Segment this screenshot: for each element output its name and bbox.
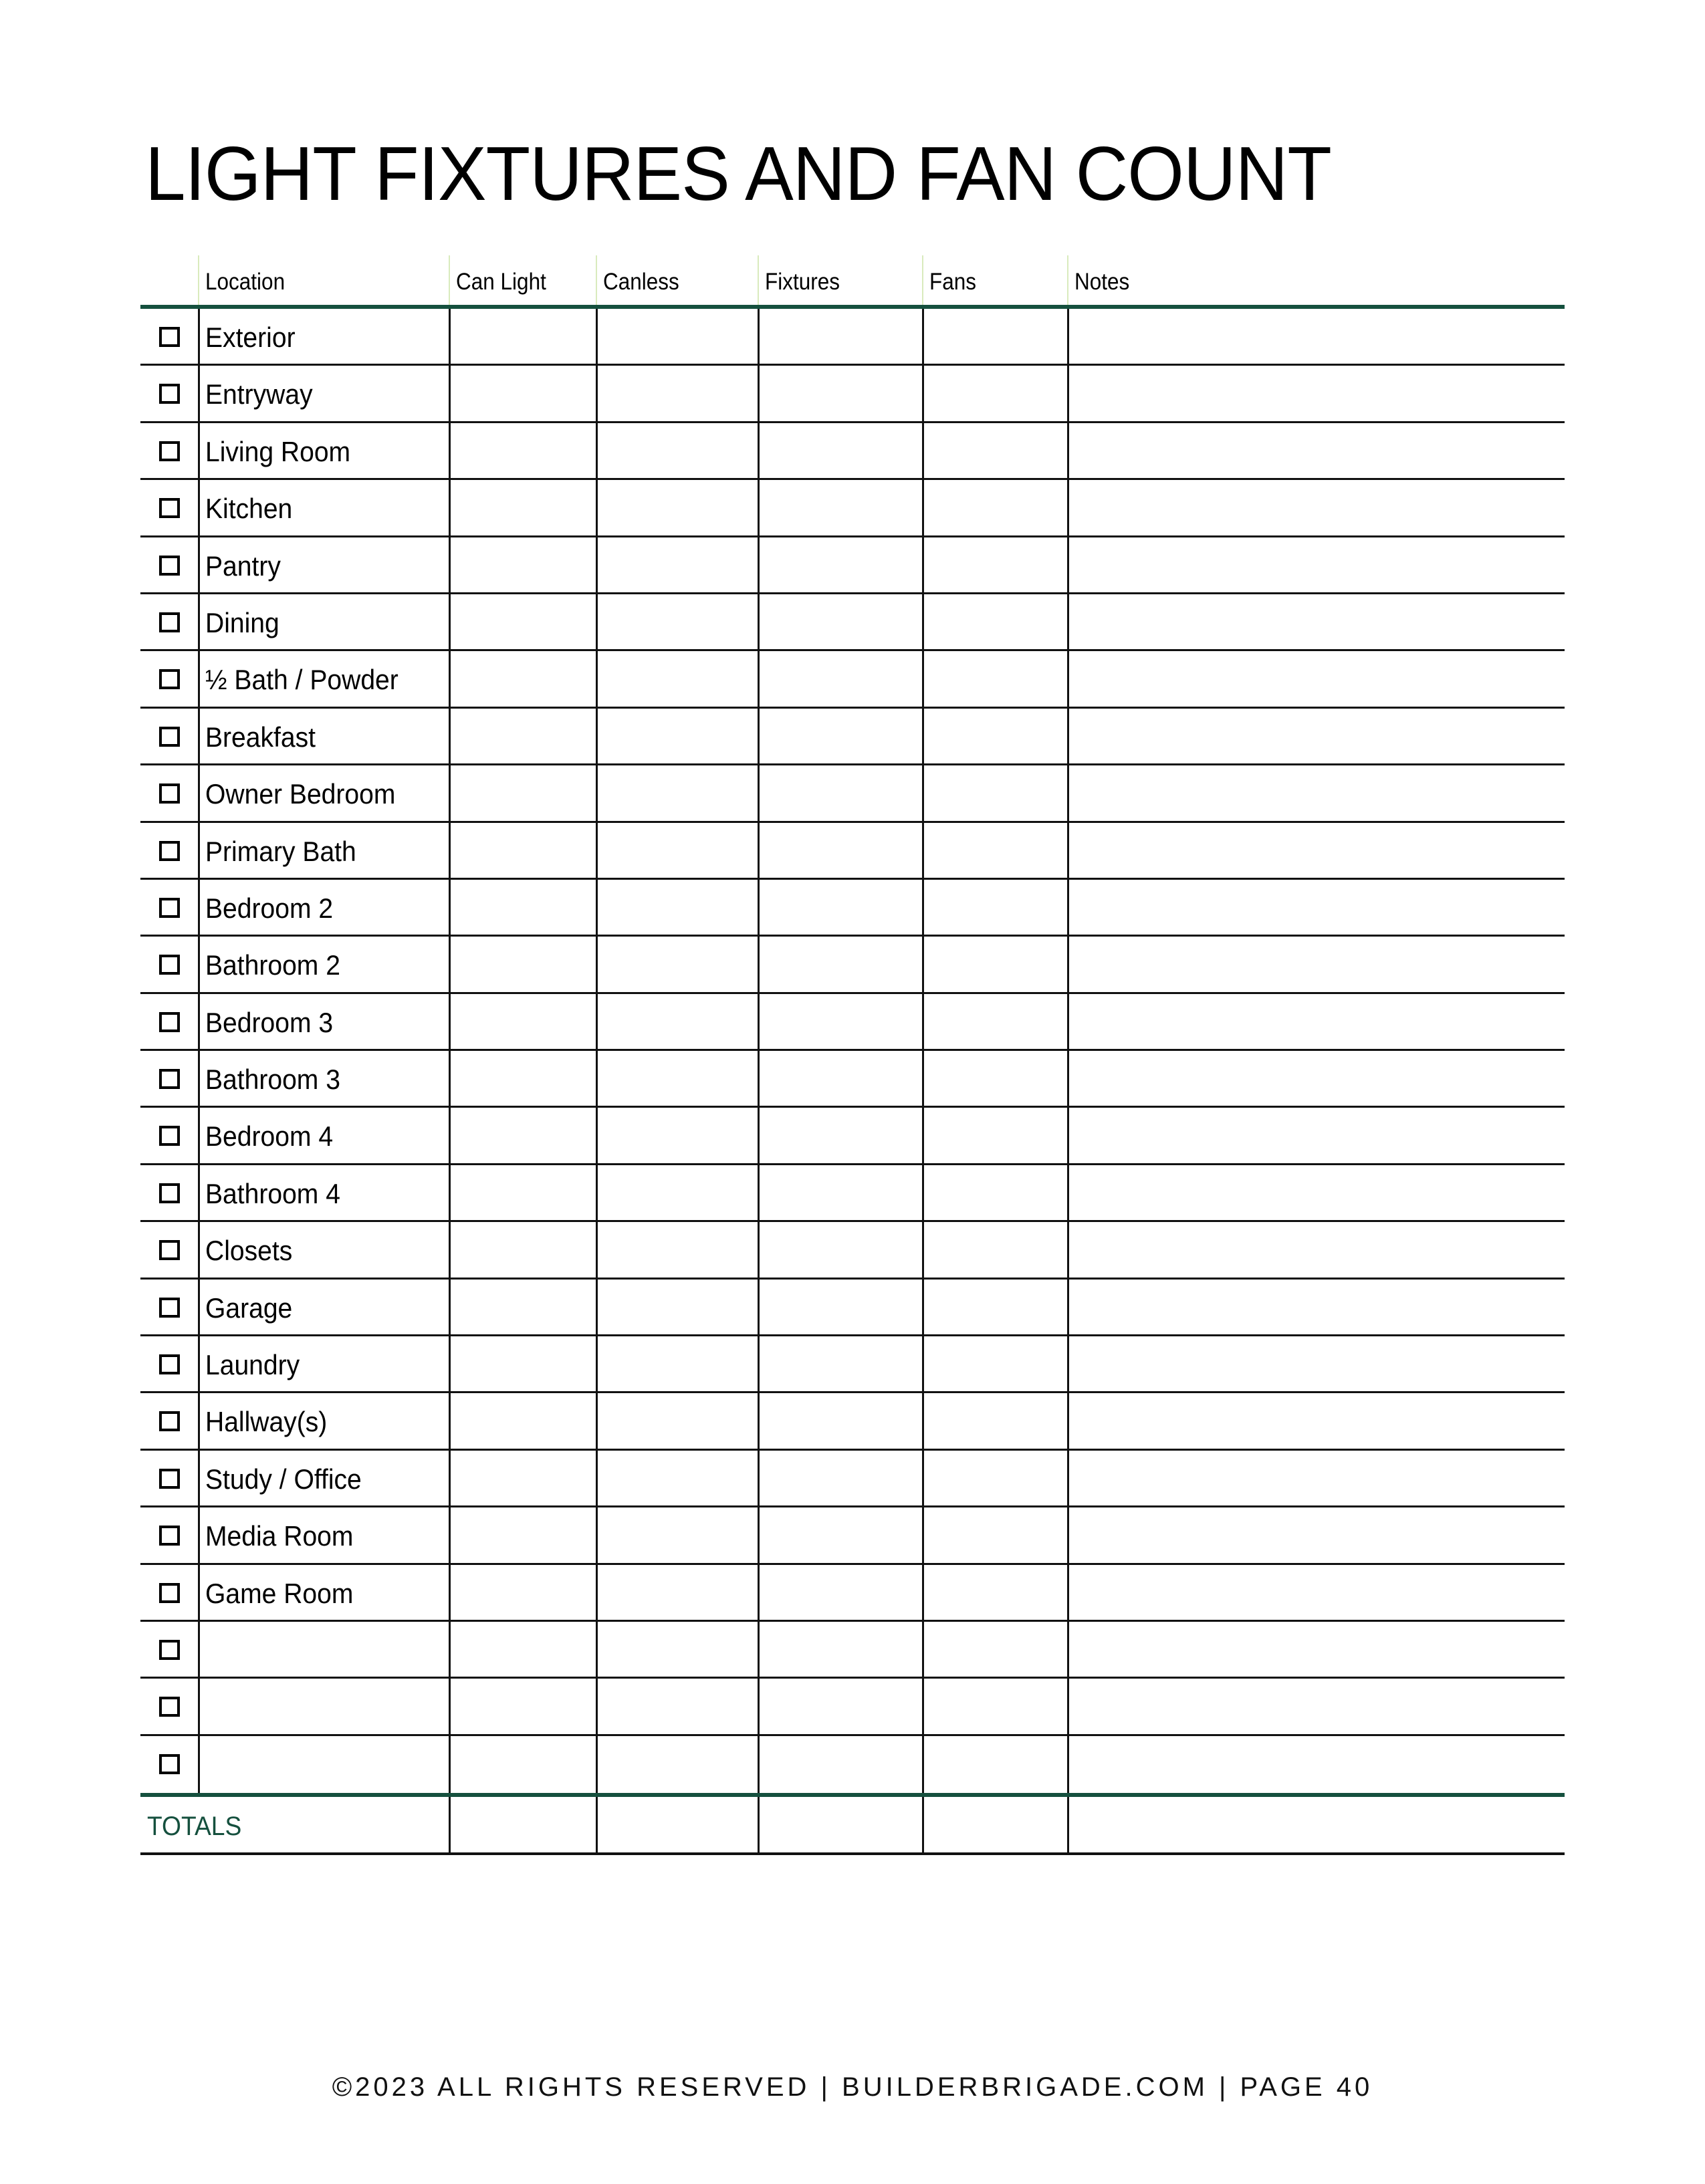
column-divider	[758, 1051, 760, 1108]
column-divider	[1067, 1565, 1069, 1622]
location-label: Laundry	[205, 1349, 300, 1381]
column-header-fixtures	[758, 255, 922, 305]
column-divider	[449, 1565, 451, 1622]
column-divider	[596, 880, 598, 937]
column-divider	[758, 709, 760, 765]
location-label: Dining	[205, 606, 279, 638]
location-label: Closets	[205, 1235, 293, 1267]
location-label: Pantry	[205, 550, 281, 582]
column-divider	[198, 594, 200, 651]
table-row	[140, 1336, 1565, 1393]
column-divider	[198, 423, 200, 480]
column-divider	[198, 709, 200, 765]
column-divider	[758, 1565, 760, 1622]
column-divider	[596, 309, 598, 366]
column-header-canless-label: Canless	[603, 269, 679, 295]
column-divider	[758, 651, 760, 708]
column-divider	[449, 880, 451, 937]
column-divider	[922, 1797, 924, 1855]
column-divider	[758, 994, 760, 1051]
column-divider	[922, 709, 924, 765]
column-divider	[1067, 651, 1069, 708]
column-header-location-label: Location	[205, 269, 286, 295]
column-divider	[449, 1507, 451, 1564]
column-divider	[198, 823, 200, 880]
column-divider	[758, 1679, 760, 1735]
column-divider	[198, 1393, 200, 1450]
table-body	[140, 309, 1565, 1793]
checkbox-icon[interactable]	[159, 1240, 180, 1260]
column-divider	[1067, 1679, 1069, 1735]
checkbox-icon[interactable]	[159, 727, 180, 747]
location-label: Garage	[205, 1292, 293, 1324]
totals-row	[140, 1797, 1565, 1855]
column-divider	[449, 309, 451, 366]
table-row	[140, 1393, 1565, 1450]
column-divider	[1067, 1507, 1069, 1564]
column-header-location	[198, 255, 449, 305]
column-divider	[1067, 1280, 1069, 1336]
column-divider	[922, 937, 924, 993]
column-divider	[449, 1051, 451, 1108]
column-divider	[758, 1507, 760, 1564]
table-row	[140, 594, 1565, 651]
column-divider	[758, 937, 760, 993]
column-divider	[198, 1051, 200, 1108]
column-divider	[596, 1507, 598, 1564]
column-divider	[449, 1336, 451, 1393]
table-row	[140, 1108, 1565, 1165]
column-divider	[596, 1451, 598, 1507]
column-divider	[1067, 1797, 1069, 1855]
column-divider	[449, 994, 451, 1051]
column-divider	[198, 1565, 200, 1622]
location-label: Living Room	[205, 435, 351, 467]
column-divider	[1067, 823, 1069, 880]
column-divider	[596, 823, 598, 880]
column-divider	[449, 823, 451, 880]
column-divider	[596, 1565, 598, 1622]
column-divider	[1067, 765, 1069, 822]
column-divider	[922, 1336, 924, 1393]
location-label: Breakfast	[205, 721, 316, 753]
checkbox-icon[interactable]	[159, 441, 180, 461]
column-divider	[449, 1679, 451, 1735]
location-label: Hallway(s)	[205, 1406, 328, 1438]
location-label: Bedroom 3	[205, 1006, 334, 1038]
column-divider	[922, 1222, 924, 1279]
column-divider	[596, 994, 598, 1051]
column-divider	[922, 1679, 924, 1735]
column-divider	[1067, 709, 1069, 765]
column-divider	[1067, 1108, 1069, 1165]
checkbox-icon[interactable]	[159, 669, 180, 689]
column-divider	[922, 480, 924, 537]
checkbox-icon[interactable]	[159, 327, 180, 347]
column-divider	[758, 1280, 760, 1336]
checkbox-icon[interactable]	[159, 1126, 180, 1146]
column-divider	[1067, 309, 1069, 366]
column-divider	[198, 1736, 200, 1793]
column-divider	[198, 366, 200, 422]
column-divider	[758, 765, 760, 822]
column-divider	[922, 1507, 924, 1564]
column-divider	[596, 1736, 598, 1793]
column-divider	[758, 1736, 760, 1793]
column-divider	[1067, 994, 1069, 1051]
table-row	[140, 709, 1565, 765]
checkbox-icon[interactable]	[159, 1183, 180, 1203]
column-divider	[922, 309, 924, 366]
column-divider	[922, 537, 924, 594]
location-label: Bathroom 4	[205, 1177, 340, 1209]
column-divider	[198, 1222, 200, 1279]
column-divider	[922, 423, 924, 480]
column-divider	[449, 937, 451, 993]
column-divider	[1067, 1165, 1069, 1222]
column-divider	[1067, 1393, 1069, 1450]
table-row	[140, 537, 1565, 594]
column-divider	[198, 1622, 200, 1679]
column-divider	[198, 1336, 200, 1393]
column-divider	[449, 1622, 451, 1679]
table-row	[140, 937, 1565, 993]
table-row	[140, 423, 1565, 480]
column-divider	[1067, 1051, 1069, 1108]
column-divider	[758, 1222, 760, 1279]
column-divider	[449, 1280, 451, 1336]
column-divider	[758, 594, 760, 651]
column-divider	[922, 1280, 924, 1336]
page-title: LIGHT FIXTURES AND FAN COUNT	[145, 132, 1331, 217]
column-divider	[922, 1451, 924, 1507]
column-divider	[758, 823, 760, 880]
column-divider	[449, 480, 451, 537]
column-divider	[1067, 1222, 1069, 1279]
checkbox-icon[interactable]	[159, 1411, 180, 1431]
column-divider	[198, 309, 200, 366]
column-divider	[198, 1451, 200, 1507]
column-divider	[758, 423, 760, 480]
column-divider	[198, 537, 200, 594]
column-divider	[198, 1280, 200, 1336]
column-divider	[198, 651, 200, 708]
checkbox-icon[interactable]	[159, 1754, 180, 1774]
column-divider	[449, 765, 451, 822]
column-divider	[596, 1622, 598, 1679]
location-label: Game Room	[205, 1577, 354, 1609]
column-divider	[596, 366, 598, 422]
checkbox-icon[interactable]	[159, 1697, 180, 1717]
table-row	[140, 1736, 1565, 1793]
column-divider	[758, 480, 760, 537]
column-divider	[449, 1108, 451, 1165]
checkbox-icon[interactable]	[159, 783, 180, 804]
column-divider	[922, 594, 924, 651]
column-divider	[198, 937, 200, 993]
table-row	[140, 1679, 1565, 1735]
location-label: Primary Bath	[205, 835, 356, 867]
column-divider	[922, 880, 924, 937]
column-divider	[198, 1679, 200, 1735]
column-divider	[449, 1165, 451, 1222]
column-divider	[449, 1736, 451, 1793]
checkbox-icon[interactable]	[159, 955, 180, 975]
column-divider	[198, 480, 200, 537]
column-divider	[922, 1565, 924, 1622]
column-divider	[1067, 366, 1069, 422]
column-divider	[1067, 594, 1069, 651]
page-footer: ©2023 ALL RIGHTS RESERVED | BUILDERBRIGADE.COM | PAGE 40	[332, 2072, 1373, 2102]
column-divider	[449, 1797, 451, 1855]
column-divider	[922, 651, 924, 708]
column-divider	[758, 1165, 760, 1222]
column-divider	[596, 423, 598, 480]
column-divider	[922, 366, 924, 422]
column-divider	[758, 1622, 760, 1679]
checkbox-icon[interactable]	[159, 498, 180, 518]
table-row	[140, 1451, 1565, 1507]
checkbox-icon[interactable]	[159, 1640, 180, 1660]
column-divider	[449, 1451, 451, 1507]
column-divider	[596, 1797, 598, 1855]
column-divider	[596, 1108, 598, 1165]
checkbox-icon[interactable]	[159, 612, 180, 632]
column-divider	[449, 651, 451, 708]
checkbox-icon[interactable]	[159, 1354, 180, 1374]
totals-label: TOTALS	[147, 1812, 242, 1842]
column-divider	[758, 1393, 760, 1450]
column-divider	[922, 1736, 924, 1793]
column-divider	[1067, 1336, 1069, 1393]
table-row	[140, 651, 1565, 708]
location-label: Kitchen	[205, 493, 293, 525]
column-divider	[198, 1108, 200, 1165]
checkbox-icon[interactable]	[159, 898, 180, 918]
column-divider	[922, 1165, 924, 1222]
column-header-notes-label: Notes	[1074, 269, 1130, 295]
column-divider	[449, 537, 451, 594]
column-divider	[922, 1108, 924, 1165]
table-row	[140, 1507, 1565, 1564]
column-header-can-light-label: Can Light	[456, 269, 546, 295]
column-divider	[449, 1222, 451, 1279]
location-label: Exterior	[205, 322, 296, 353]
column-divider	[1067, 937, 1069, 993]
column-divider	[198, 1165, 200, 1222]
column-header-canless	[596, 255, 758, 305]
table-row	[140, 1165, 1565, 1222]
checkbox-icon[interactable]	[159, 1012, 180, 1032]
location-label: Bedroom 2	[205, 892, 334, 924]
column-header-fans-label: Fans	[929, 269, 977, 295]
column-divider	[922, 1622, 924, 1679]
table-row	[140, 823, 1565, 880]
table-row	[140, 1622, 1565, 1679]
table-row	[140, 1222, 1565, 1279]
column-divider	[922, 994, 924, 1051]
column-divider	[198, 880, 200, 937]
column-divider	[198, 994, 200, 1051]
column-divider	[758, 366, 760, 422]
table-row	[140, 994, 1565, 1051]
table-row	[140, 1280, 1565, 1336]
location-label: Bathroom 2	[205, 949, 340, 981]
column-divider	[596, 480, 598, 537]
column-divider	[596, 651, 598, 708]
column-divider	[596, 1280, 598, 1336]
checkbox-icon[interactable]	[159, 556, 180, 576]
column-divider	[1067, 480, 1069, 537]
column-divider	[1067, 537, 1069, 594]
column-divider	[922, 765, 924, 822]
column-divider	[596, 709, 598, 765]
column-divider	[596, 1393, 598, 1450]
column-divider	[596, 937, 598, 993]
checkbox-icon[interactable]	[159, 1526, 180, 1546]
column-divider	[1067, 423, 1069, 480]
column-divider	[596, 1051, 598, 1108]
checkbox-icon[interactable]	[159, 1469, 180, 1489]
column-header-can-light	[449, 255, 596, 305]
checkbox-icon[interactable]	[159, 841, 180, 861]
light-fixture-count-table	[140, 255, 1565, 1855]
location-label: Entryway	[205, 378, 313, 410]
column-divider	[198, 765, 200, 822]
column-divider	[596, 594, 598, 651]
column-divider	[596, 765, 598, 822]
column-divider	[758, 1797, 760, 1855]
column-divider	[596, 1336, 598, 1393]
checkbox-icon[interactable]	[159, 1298, 180, 1318]
checkbox-icon[interactable]	[159, 384, 180, 404]
column-divider	[596, 537, 598, 594]
column-divider	[758, 880, 760, 937]
column-divider	[449, 709, 451, 765]
column-divider	[758, 1336, 760, 1393]
table-row	[140, 1051, 1565, 1108]
column-divider	[596, 1679, 598, 1735]
column-divider	[758, 537, 760, 594]
column-divider	[1067, 1622, 1069, 1679]
column-divider	[922, 1051, 924, 1108]
column-divider	[1067, 1736, 1069, 1793]
column-divider	[596, 1222, 598, 1279]
column-divider	[198, 1507, 200, 1564]
column-divider	[449, 594, 451, 651]
location-label: ½ Bath / Powder	[205, 664, 399, 696]
location-label: Owner Bedroom	[205, 778, 396, 810]
column-divider	[449, 366, 451, 422]
column-divider	[922, 1393, 924, 1450]
column-divider	[758, 309, 760, 366]
column-header-fixtures-label: Fixtures	[765, 269, 840, 295]
checkbox-icon[interactable]	[159, 1069, 180, 1089]
column-divider	[449, 423, 451, 480]
table-row	[140, 366, 1565, 422]
column-header-notes	[1067, 255, 1565, 305]
location-label: Media Room	[205, 1520, 354, 1552]
table-row	[140, 1565, 1565, 1622]
column-divider	[758, 1451, 760, 1507]
table-row	[140, 880, 1565, 937]
location-label: Bedroom 4	[205, 1120, 334, 1152]
column-header-fans	[922, 255, 1067, 305]
column-divider	[449, 1393, 451, 1450]
column-divider	[922, 823, 924, 880]
column-divider	[1067, 1451, 1069, 1507]
table-row	[140, 765, 1565, 822]
location-label: Study / Office	[205, 1463, 362, 1495]
table-row	[140, 309, 1565, 366]
column-divider	[758, 1108, 760, 1165]
location-label: Bathroom 3	[205, 1064, 340, 1096]
column-divider	[596, 1165, 598, 1222]
column-divider	[1067, 880, 1069, 937]
checkbox-icon[interactable]	[159, 1583, 180, 1603]
table-header	[140, 255, 1565, 305]
table-row	[140, 480, 1565, 537]
